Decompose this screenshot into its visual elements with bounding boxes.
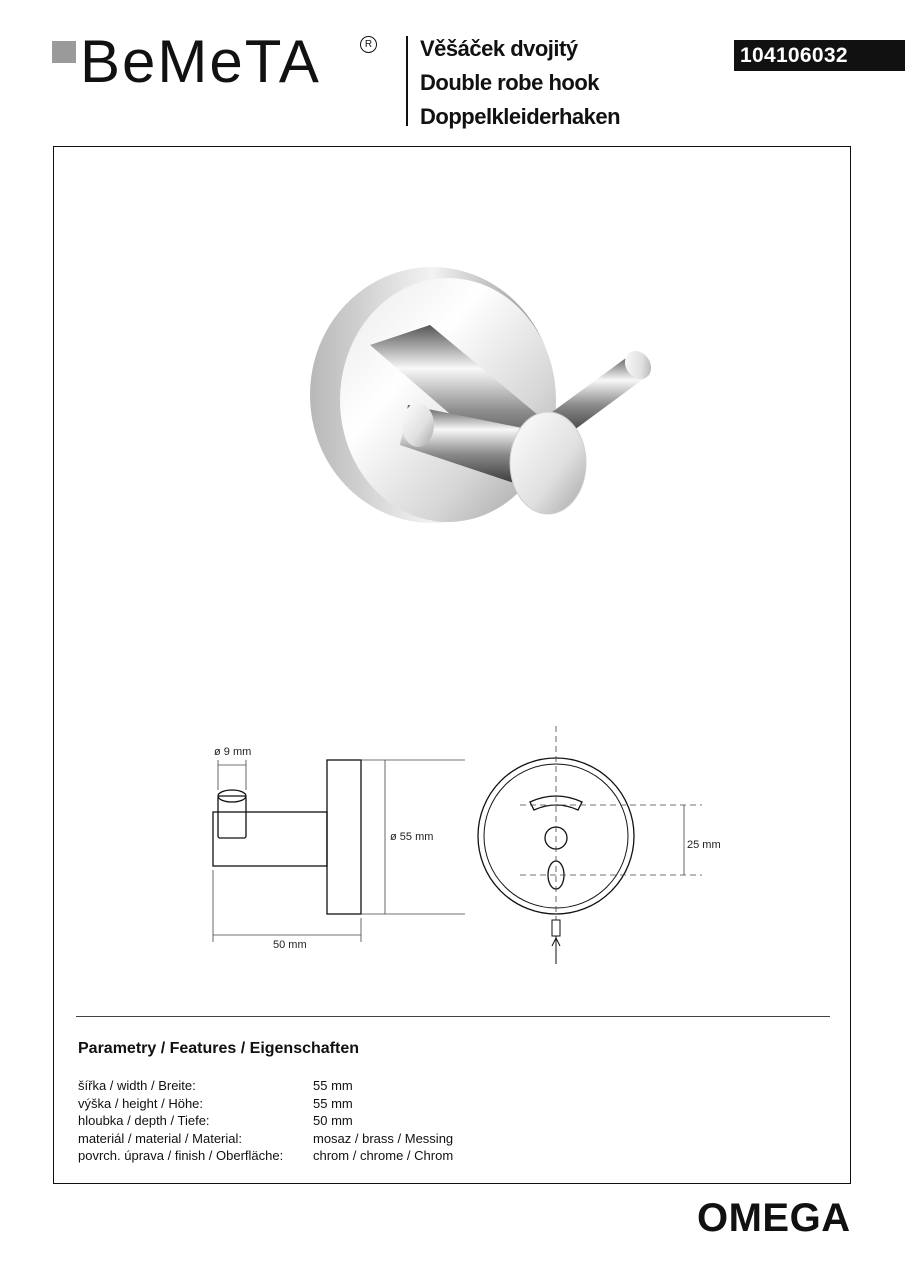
product-titles: [420, 32, 620, 134]
side-base-plate: [327, 760, 361, 914]
dim-label-depth: 50 mm: [273, 939, 307, 951]
small-hook-cap: [402, 403, 434, 447]
spec-value: 50 mm: [313, 1113, 353, 1128]
dim-label-hook-diameter: ø 9 mm: [214, 746, 252, 758]
title-german: Doppelkleiderhaken: [420, 104, 621, 129]
side-hook-arm: [213, 812, 327, 866]
title-english: Double robe hook: [420, 70, 599, 95]
product-photo: [300, 255, 660, 545]
dim-label-hole-spacing: 25 mm: [687, 839, 721, 851]
spec-label: materiál / material / Material:: [78, 1130, 242, 1146]
product-code-badge: 104106032: [734, 40, 905, 71]
spec-table: [78, 1077, 453, 1165]
registered-mark: R: [360, 36, 377, 53]
spec-label: šířka / width / Breite:: [78, 1078, 196, 1093]
spec-value: chrom / chrome / Chrom: [313, 1148, 454, 1163]
spec-label: výška / height / Höhe:: [78, 1095, 204, 1111]
features-heading: Parametry / Features / Eigenschaften: [78, 1040, 359, 1057]
title-divider: [406, 36, 408, 126]
technical-drawing: [190, 720, 750, 980]
spec-value: 55 mm: [313, 1095, 353, 1111]
series-name: OMEGA: [697, 1196, 851, 1240]
brand-logo: BeMeTA: [80, 28, 321, 95]
spec-value: mosaz / brass / Messing: [313, 1130, 454, 1146]
title-czech: Věšáček dvojitý: [420, 36, 578, 61]
table-row: [78, 1130, 453, 1148]
dim-label-base-diameter: ø 55 mm: [390, 831, 434, 843]
spec-value: 55 mm: [313, 1078, 353, 1093]
mounting-screw: [552, 920, 560, 936]
table-row: [78, 1077, 453, 1095]
front-hook-cap: [510, 412, 586, 514]
spec-label: hloubka / depth / Tiefe:: [78, 1113, 210, 1128]
table-row: [78, 1095, 453, 1113]
logo-square-mark: [52, 41, 76, 63]
features-divider: [76, 1016, 830, 1017]
table-row: [78, 1147, 453, 1165]
spec-label: povrch. úprava / finish / Oberfläche:: [78, 1148, 284, 1163]
table-row: [78, 1112, 453, 1130]
